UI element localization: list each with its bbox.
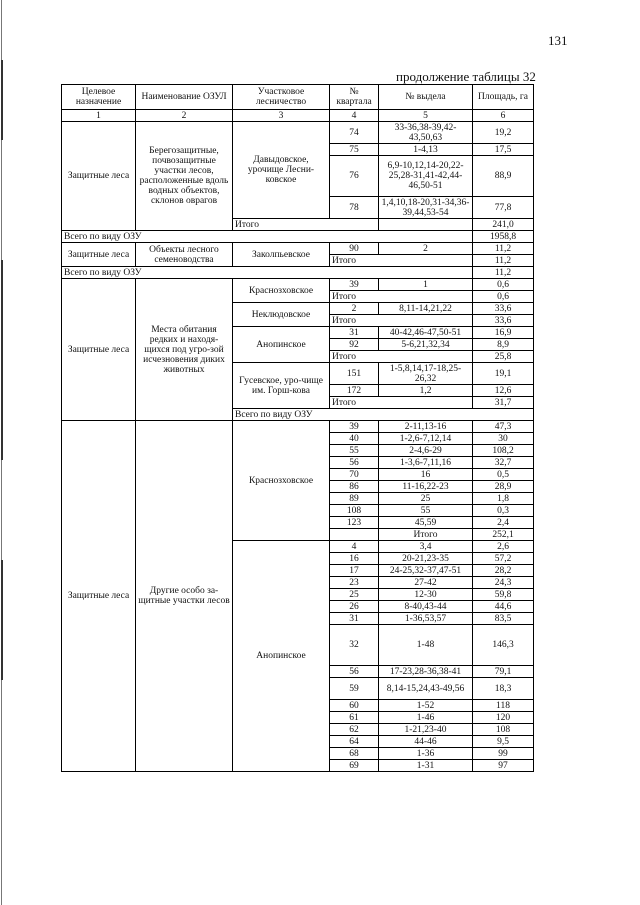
header-cell: № квартала	[330, 85, 379, 110]
quarter-cell: 172	[330, 385, 379, 397]
itogo-area: 33,6	[473, 315, 534, 327]
area-cell: 19,1	[473, 363, 534, 385]
itogo-area: 31,7	[473, 397, 534, 409]
plot-cell: 2	[379, 243, 473, 255]
area-cell: 33,6	[473, 303, 534, 315]
area-cell: 108,2	[473, 445, 534, 457]
quarter-cell: 70	[330, 469, 379, 481]
total-row	[62, 231, 534, 243]
district-cell: Заколпьевское	[233, 243, 330, 267]
plot-cell: 1-36,53,57	[379, 613, 473, 625]
district-cell: Гусевское, уро-чище им. Горш-кова	[233, 363, 330, 409]
plot-cell: 12-30	[379, 589, 473, 601]
empty-cell	[379, 219, 473, 231]
plot-cell: 1-21,23-40	[379, 724, 473, 736]
quarter-cell: 75	[330, 144, 379, 156]
ozul-name-cell: Другие особо за-щитные участки лесов	[136, 421, 233, 772]
plot-cell: 1-4,13	[379, 144, 473, 156]
plot-cell: 3,4	[379, 541, 473, 553]
column-number: 5	[379, 110, 473, 122]
area-cell: 83,5	[473, 613, 534, 625]
area-cell: 47,3	[473, 421, 534, 433]
itogo-label: Итого	[330, 315, 473, 327]
quarter-cell: 64	[330, 736, 379, 748]
plot-cell: 1,4,10,18-20,31-34,36-39,44,53-54	[379, 197, 473, 219]
itogo-area: 11,2	[473, 255, 534, 267]
itogo-label: Итого	[330, 397, 473, 409]
area-cell: 146,3	[473, 625, 534, 666]
area-cell: 99	[473, 748, 534, 760]
quarter-cell: 60	[330, 700, 379, 712]
area-cell: 32,7	[473, 457, 534, 469]
header-row	[62, 85, 534, 110]
quarter-cell: 62	[330, 724, 379, 736]
binding-edge-mark	[1, 60, 3, 140]
quarter-cell: 61	[330, 712, 379, 724]
quarter-cell: 17	[330, 565, 379, 577]
purpose-cell: Защитные леса	[62, 279, 136, 421]
purpose-cell: Защитные леса	[62, 122, 136, 231]
plot-cell: 5-6,21,32,34	[379, 339, 473, 351]
total-row	[62, 267, 534, 279]
area-cell: 57,2	[473, 553, 534, 565]
quarter-cell: 25	[330, 589, 379, 601]
area-cell: 11,2	[473, 243, 534, 255]
column-number: 4	[330, 110, 379, 122]
page-number: 131	[548, 33, 568, 48]
column-number: 3	[233, 110, 330, 122]
binding-edge-mark	[1, 560, 3, 680]
quarter-cell: 26	[330, 601, 379, 613]
quarter-cell: 74	[330, 122, 379, 144]
total-label: Всего по виду ОЗУ	[233, 409, 534, 421]
quarter-cell: 69	[330, 760, 379, 772]
quarter-cell: 4	[330, 541, 379, 553]
area-cell: 16,9	[473, 327, 534, 339]
binding-edge-mark	[1, 260, 3, 460]
header-cell: № выдела	[379, 85, 473, 110]
quarter-cell: 151	[330, 363, 379, 385]
plot-cell: 44-46	[379, 736, 473, 748]
area-cell: 77,8	[473, 197, 534, 219]
table-caption: продолжение таблицы 32	[396, 69, 536, 84]
area-cell: 19,2	[473, 122, 534, 144]
itogo-area: 252,1	[473, 529, 534, 541]
total-label: Всего по виду ОЗУ	[62, 231, 473, 243]
plot-cell: 1-46	[379, 712, 473, 724]
plot-cell: 1-3,6-7,11,16	[379, 457, 473, 469]
itogo-label: Итого	[379, 529, 473, 541]
area-cell: 1,8	[473, 493, 534, 505]
plot-cell: 20-21,23-35	[379, 553, 473, 565]
table-row	[62, 279, 534, 291]
plot-cell: 55	[379, 505, 473, 517]
area-cell: 30	[473, 433, 534, 445]
plot-cell: 1-52	[379, 700, 473, 712]
header-cell: Участковое лесничество	[233, 85, 330, 110]
area-cell: 118	[473, 700, 534, 712]
area-cell: 2,4	[473, 517, 534, 529]
area-cell: 0,5	[473, 469, 534, 481]
plot-cell: 25	[379, 493, 473, 505]
area-cell: 12,6	[473, 385, 534, 397]
ozul-name-cell: Объекты лесного семеноводства	[136, 243, 233, 267]
quarter-cell: 78	[330, 197, 379, 219]
area-cell: 8,9	[473, 339, 534, 351]
plot-cell: 1-2,6-7,12,14	[379, 433, 473, 445]
plot-cell: 8,14-15,24,43-49,56	[379, 678, 473, 700]
quarter-cell: 56	[330, 666, 379, 678]
plot-cell: 40-42,46-47,50-51	[379, 327, 473, 339]
quarter-cell: 123	[330, 517, 379, 529]
plot-cell: 1,2	[379, 385, 473, 397]
itogo-label: Итого	[330, 351, 473, 363]
itogo-label: Итого	[330, 255, 473, 267]
total-area: 11,2	[473, 267, 534, 279]
area-cell: 28,2	[473, 565, 534, 577]
area-cell: 18,3	[473, 678, 534, 700]
quarter-cell: 86	[330, 481, 379, 493]
forest-areas-table	[61, 84, 534, 772]
itogo-label: Итого	[233, 219, 379, 231]
plot-cell: 1-5,8,14,17-18,25-26,32	[379, 363, 473, 385]
quarter-cell: 39	[330, 421, 379, 433]
empty-cell	[330, 529, 379, 541]
total-label: Всего по виду ОЗУ	[62, 267, 473, 279]
quarter-cell: 108	[330, 505, 379, 517]
district-cell: Давыдовское, урочище Лесни-ковское	[233, 122, 330, 219]
area-cell: 9,5	[473, 736, 534, 748]
purpose-cell: Защитные леса	[62, 243, 136, 267]
quarter-cell: 56	[330, 457, 379, 469]
itogo-label: Итого	[330, 291, 473, 303]
plot-cell: 17-23,28-36,38-41	[379, 666, 473, 678]
column-number: 6	[473, 110, 534, 122]
quarter-cell: 40	[330, 433, 379, 445]
plot-cell: 6,9-10,12,14-20,22-25,28-31,41-42,44-46,50-51	[379, 156, 473, 197]
quarter-cell: 90	[330, 243, 379, 255]
header-cell: Площадь, га	[473, 85, 534, 110]
plot-cell: 24-25,32-37,47-51	[379, 565, 473, 577]
plot-cell: 33-36,38-39,42-43,50,63	[379, 122, 473, 144]
quarter-cell: 2	[330, 303, 379, 315]
ozul-name-cell: Берегозащитные, почвозащитные участки лесов, расположенные вдоль водных объектов, склонов оврагов	[136, 122, 233, 231]
area-cell: 88,9	[473, 156, 534, 197]
quarter-cell: 68	[330, 748, 379, 760]
plot-cell: 11-16,22-23	[379, 481, 473, 493]
plot-cell: 1-36	[379, 748, 473, 760]
total-area: 1958,8	[473, 231, 534, 243]
header-cell: Целевое назначение	[62, 85, 136, 110]
area-cell: 2,6	[473, 541, 534, 553]
column-number: 2	[136, 110, 233, 122]
plot-cell: 2-4,6-29	[379, 445, 473, 457]
plot-cell: 1-31	[379, 760, 473, 772]
quarter-cell: 16	[330, 553, 379, 565]
quarter-cell: 76	[330, 156, 379, 197]
column-number-row	[62, 110, 534, 122]
district-cell: Анопинское	[233, 541, 330, 772]
quarter-cell: 31	[330, 327, 379, 339]
area-cell: 97	[473, 760, 534, 772]
plot-cell: 1-48	[379, 625, 473, 666]
purpose-cell: Защитные леса	[62, 421, 136, 772]
quarter-cell: 89	[330, 493, 379, 505]
itogo-area: 25,8	[473, 351, 534, 363]
area-cell: 120	[473, 712, 534, 724]
quarter-cell: 39	[330, 279, 379, 291]
area-cell: 108	[473, 724, 534, 736]
plot-cell: 8,11-14,21,22	[379, 303, 473, 315]
area-cell: 17,5	[473, 144, 534, 156]
area-cell: 28,9	[473, 481, 534, 493]
district-cell: Краснозховское	[233, 421, 330, 541]
plot-cell: 45,59	[379, 517, 473, 529]
quarter-cell: 31	[330, 613, 379, 625]
area-cell: 59,8	[473, 589, 534, 601]
ozul-name-cell: Места обитания редких и находя-щихся под угро-зой исчезновения диких животных	[136, 279, 233, 421]
itogo-area: 0,6	[473, 291, 534, 303]
quarter-cell: 23	[330, 577, 379, 589]
quarter-cell: 55	[330, 445, 379, 457]
area-cell: 79,1	[473, 666, 534, 678]
area-cell: 0,3	[473, 505, 534, 517]
area-cell: 0,6	[473, 279, 534, 291]
plot-cell: 27-42	[379, 577, 473, 589]
district-cell: Анопинское	[233, 327, 330, 363]
header-cell: Наименование ОЗУЛ	[136, 85, 233, 110]
table-row	[62, 421, 534, 433]
district-cell: Неклюдовское	[233, 303, 330, 327]
plot-cell: 8-40,43-44	[379, 601, 473, 613]
area-cell: 24,3	[473, 577, 534, 589]
area-cell: 44,6	[473, 601, 534, 613]
plot-cell: 1	[379, 279, 473, 291]
plot-cell: 2-11,13-16	[379, 421, 473, 433]
column-number: 1	[62, 110, 136, 122]
quarter-cell: 92	[330, 339, 379, 351]
quarter-cell: 32	[330, 625, 379, 666]
table-row	[62, 122, 534, 144]
itogo-area: 241,0	[473, 219, 534, 231]
plot-cell: 16	[379, 469, 473, 481]
quarter-cell: 59	[330, 678, 379, 700]
district-cell: Краснозховское	[233, 279, 330, 303]
table-row	[62, 243, 534, 255]
